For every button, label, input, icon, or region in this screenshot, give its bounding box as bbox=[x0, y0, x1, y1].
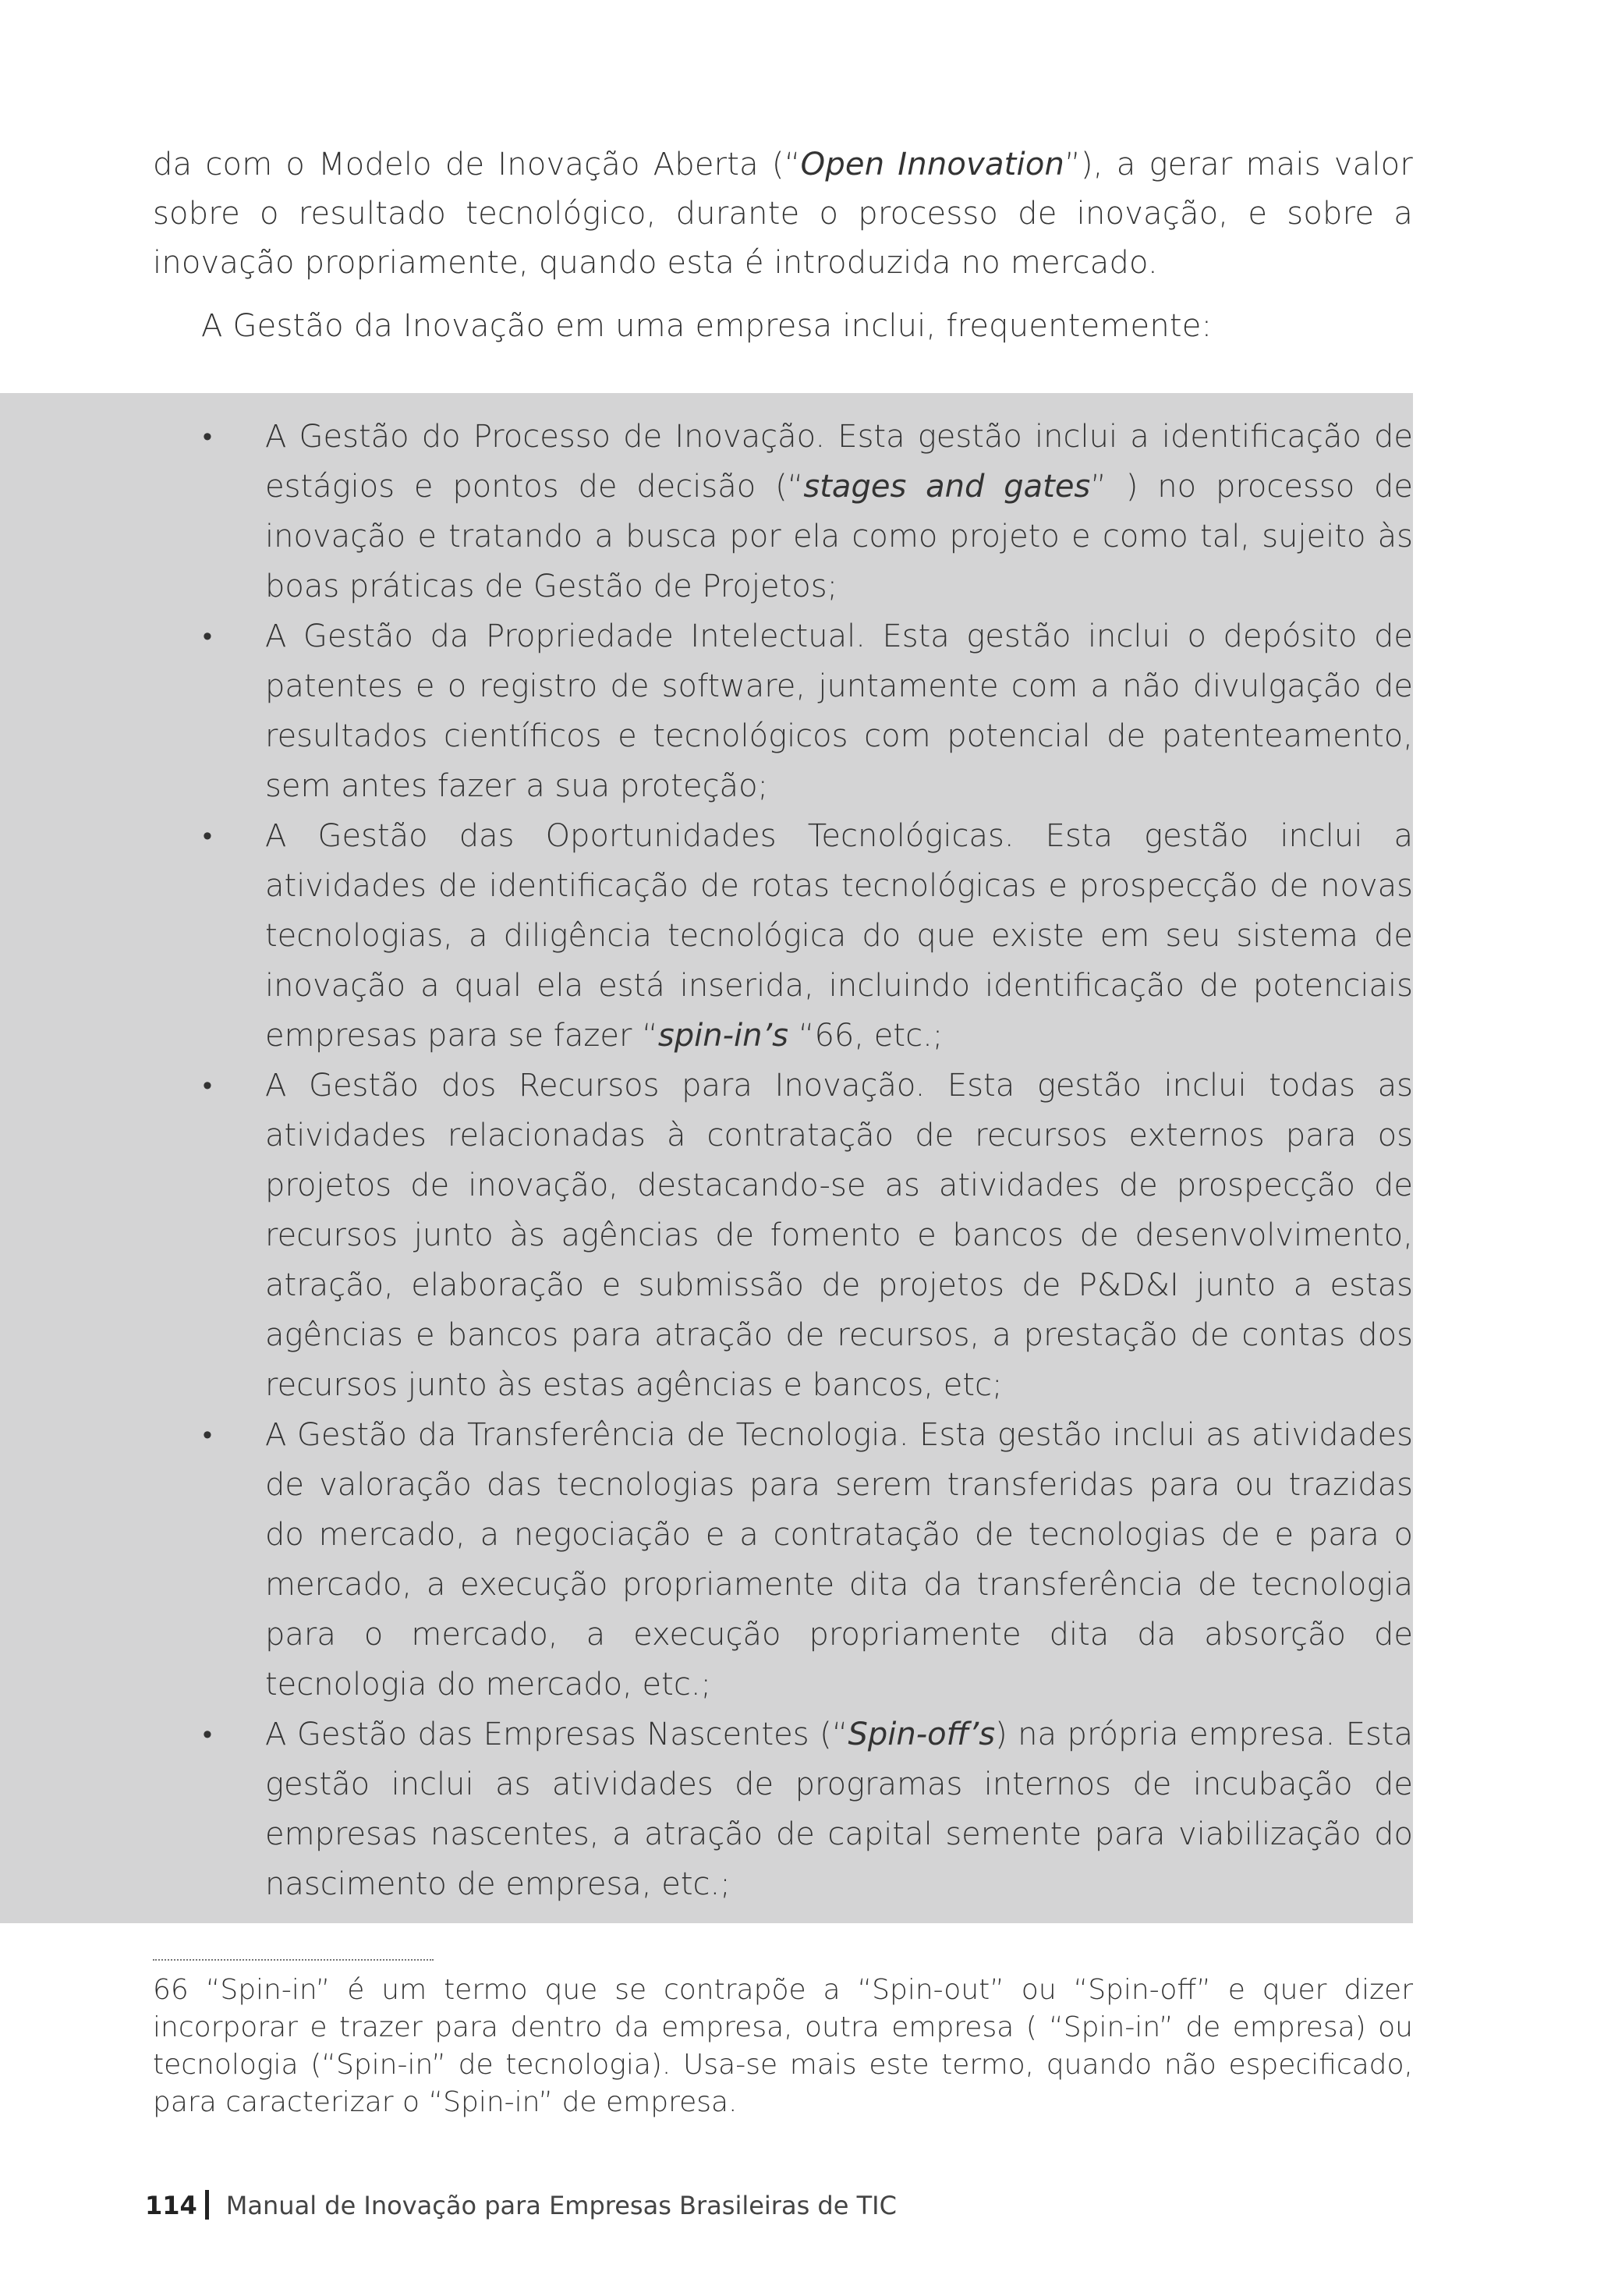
bullet-text-before: A Gestão das Oportunidades Tecnológicas. Esta gestão inclui a atividades de identificação de rotas tecnológicas e prospecção de novas tecnologias, a diligência tecnológica do que existe em seu sistema de inovação a qual ela está inserida, incluindo identificação de potenciais empresas para se fazer “ bbox=[265, 818, 1413, 1054]
book-title: Manual de Inovação para Empresas Brasileiras de TIC bbox=[225, 2191, 897, 2220]
footnote: 66 “Spin-in” é um termo que se contrapõe a “Spin-out” ou “Spin-off” e quer dizer incorporar e trazer para dentro da empresa, outra empresa ( “Spin-in” de empresa) ou tecnologia (“Spin-in” de tecnologia). Usa-se mais este termo, quando não especificado, para caracterizar o “Spin-in” de empresa. bbox=[153, 1974, 1413, 2118]
intro-paragraph-before: da com o Modelo de Inovação Aberta (“ bbox=[153, 147, 801, 182]
bullet-text-after: ) na própria empresa. Esta gestão inclui as atividades de programas internos de incubação de empresas nascentes, a atração de capital semente para viabilização do nascimento de empresa, etc.; bbox=[265, 1717, 1413, 1902]
intro-lead: A Gestão da Inovação em uma empresa inclui, frequentemente: bbox=[201, 308, 1213, 344]
bullet-item bbox=[197, 811, 1413, 1061]
bullet-text-before: A Gestão da Transferência de Tecnologia. Esta gestão inclui as atividades de valoração das tecnologias para serem transferidas para ou trazidas do mercado, a negociação e a contratação de tecnologias de e para o mercado, a execução propriamente dita da transferência de tecnologia para o mercado, a execução propriamente dita da absorção de tecnologia do mercado, etc.; bbox=[265, 1417, 1413, 1703]
bullet-text-after: ” ) no processo de inovação e tratando a busca por ela como projeto e como tal, sujeito às boas práticas de Gestão de Projetos; bbox=[265, 469, 1414, 604]
bullet-icon: • bbox=[203, 1070, 212, 1101]
bullet-icon: • bbox=[203, 621, 212, 652]
bullet-icon: • bbox=[203, 1419, 212, 1451]
bullet-text-italic: stages and gates bbox=[803, 469, 1091, 505]
bullet-text-after: “66, etc.; bbox=[788, 1018, 944, 1054]
bullet-icon: • bbox=[203, 1719, 212, 1750]
bullet-item bbox=[197, 1710, 1413, 1909]
bullet-item bbox=[197, 1410, 1413, 1710]
bullet-text-before: A Gestão dos Recursos para Inovação. Esta gestão inclui todas as atividades relacionadas à contratação de recursos externos para os projetos de inovação, destacando-se as atividades de prospecção de recursos junto às agências de fomento e bancos de desenvolvimento, atração, elaboração e submissão de projetos de P&D&I junto a estas agências e bancos para atração de recursos, a prestação de contas dos recursos junto às estas agências e bancos, etc; bbox=[265, 1068, 1413, 1403]
bullet-icon: • bbox=[203, 820, 212, 852]
bullet-item bbox=[197, 412, 1413, 611]
intro-text bbox=[153, 140, 1413, 351]
bullet-item bbox=[197, 1061, 1413, 1410]
footer-divider bbox=[205, 2190, 209, 2220]
page-footer bbox=[145, 2190, 897, 2221]
bullet-text-before: A Gestão da Propriedade Intelectual. Esta gestão inclui o depósito de patentes e o registro de software, juntamente com a não divulgação de resultados científicos e tecnológicos com potencial de patenteamento, sem antes fazer a sua proteção; bbox=[265, 618, 1413, 804]
bullet-text-before: A Gestão do Processo de Inovação. Esta gestão inclui a identificação de estágios e pontos de decisão (“ bbox=[265, 419, 1413, 505]
bullet-icon: • bbox=[203, 421, 212, 452]
bullet-text-italic: spin-in’s bbox=[657, 1018, 789, 1054]
bullet-item bbox=[197, 611, 1413, 811]
footnote-rule bbox=[153, 1959, 434, 1961]
intro-paragraph bbox=[153, 140, 1413, 288]
page-number: 114 bbox=[145, 2191, 197, 2220]
bullet-text-italic: Spin-off’s bbox=[848, 1717, 996, 1752]
intro-paragraph-italic: Open Innovation bbox=[800, 147, 1065, 182]
intro-paragraph-after: ”), a gerar mais valor sobre o resultado tecnológico, durante o processo de inovação, e sobre a inovação propriamente, quando esta é introduzida no mercado. bbox=[153, 147, 1413, 281]
bullet-text-before: A Gestão das Empresas Nascentes (“ bbox=[265, 1717, 848, 1752]
bullet-list bbox=[197, 412, 1413, 1909]
